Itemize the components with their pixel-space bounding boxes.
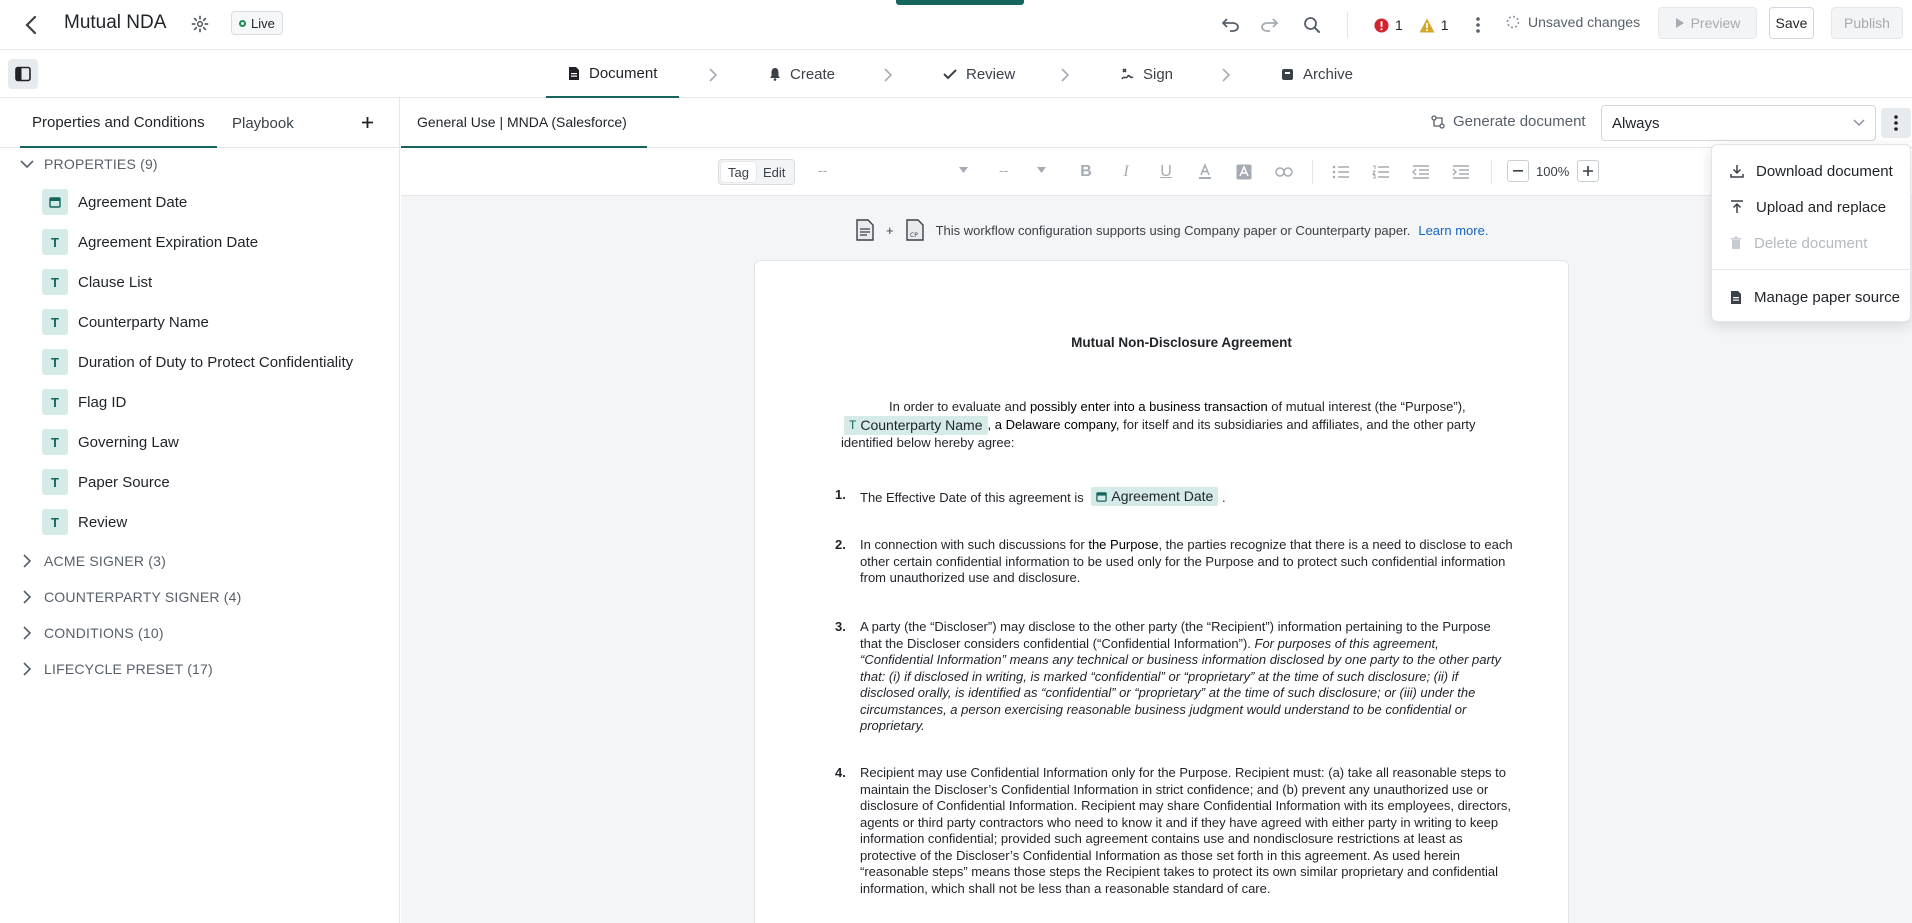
section-label: COUNTERPARTY SIGNER (4): [44, 589, 242, 605]
clause-text: The Effective Date of this agreement is: [860, 489, 1084, 505]
paper-note-text: This workflow configuration supports using Company paper or Counterparty paper.: [935, 222, 1411, 238]
chevron-right-icon: [20, 626, 34, 640]
intro-text: for itself and its subsidiaries and affiliates, and the other party identified below hereby agree:: [841, 417, 1476, 450]
status-badge-label: Live: [251, 15, 275, 31]
chevron-down-icon: [1853, 119, 1865, 127]
preview-label: Preview: [1690, 15, 1741, 31]
document-menu-button[interactable]: [1881, 108, 1911, 138]
property-label: Agreement Date: [78, 193, 188, 211]
download-document-item[interactable]: [1712, 153, 1912, 189]
generate-icon: [1431, 115, 1445, 129]
underline-icon[interactable]: U: [1160, 163, 1172, 180]
font-dropdown[interactable]: [818, 162, 968, 178]
tab-archive[interactable]: [1281, 50, 1353, 98]
save-label: Save: [1775, 15, 1808, 31]
text-type-icon: T: [42, 269, 68, 295]
sidebar-icon: [15, 66, 31, 82]
property-review[interactable]: [42, 506, 127, 538]
document-title: Mutual Non-Disclosure Agreement: [1071, 335, 1292, 350]
tab-archive-label: Archive: [1303, 65, 1354, 83]
tab-review[interactable]: [943, 50, 1015, 98]
chevron-down-icon: [20, 159, 34, 169]
clause-text: .: [1221, 489, 1226, 505]
section-properties[interactable]: [20, 156, 158, 172]
clause-number: 4.: [835, 765, 846, 780]
italic-icon[interactable]: I: [1123, 163, 1129, 180]
save-button[interactable]: [1769, 7, 1814, 39]
upload-and-replace-item[interactable]: [1712, 189, 1912, 225]
property-label: Duration of Duty to Protect Confidentiality: [78, 353, 354, 371]
kebab-icon: [1894, 115, 1898, 131]
chevron-right-icon: [883, 68, 893, 82]
redo-button[interactable]: [1256, 12, 1282, 38]
clause-text-italic: For purposes of this agreement, “Confidential Information” means any technical or business information disclosed by one party to the other party that: (i) if disclosed in writing, is marked “confidential” or “proprietary” at the time of such disclosure; (ii) if disclosed orally, is identified as “confidential” or “proprietary” at the time of such disclosure; or (iii) under the circumstances, a person exercising reasonable business judgment would understand to be confidential or proprietary.: [860, 635, 1501, 733]
edit-mode-button[interactable]: Edit: [762, 164, 786, 180]
menu-item-label: Download document: [1756, 162, 1893, 180]
signature-icon: [1121, 67, 1134, 81]
property-agreement-date[interactable]: [42, 186, 187, 218]
calendar-icon: [1096, 491, 1107, 502]
upload-icon: [1730, 200, 1744, 214]
clause-text: In connection with such discussions for: [860, 537, 1089, 552]
error-count: 1: [1395, 17, 1403, 33]
counterparty-paper-icon: [906, 219, 924, 241]
search-icon: [1303, 16, 1321, 34]
file-icon: [1730, 290, 1742, 305]
tab-playbook[interactable]: [232, 98, 294, 148]
top-accent-bar: [896, 0, 1024, 5]
text-type-icon: T: [42, 309, 68, 335]
clause-number: 2.: [835, 537, 846, 552]
text-type-icon: T: [42, 509, 68, 535]
section-lifecycle-preset[interactable]: [20, 661, 213, 677]
generate-document-label: Generate document: [1453, 113, 1586, 130]
back-button[interactable]: [18, 12, 44, 38]
error-icon: [1374, 18, 1389, 33]
document-editor: [401, 98, 1912, 923]
zoom-out-button[interactable]: [1507, 160, 1529, 182]
clause-3: [835, 619, 1515, 735]
section-label: ACME SIGNER (3): [44, 553, 167, 569]
clause-number: 1.: [835, 487, 846, 502]
publish-label: Publish: [1844, 15, 1890, 31]
preview-button[interactable]: [1658, 7, 1757, 39]
gear-icon: [191, 15, 209, 33]
document-actions-menu: [1711, 144, 1911, 322]
property-flag-id[interactable]: [42, 386, 126, 418]
tag-label: Agreement Date: [1111, 488, 1214, 504]
calendar-icon: [42, 189, 68, 215]
more-options-button[interactable]: [1465, 12, 1491, 38]
issues-indicator[interactable]: [1374, 12, 1449, 38]
document-icon: [568, 66, 580, 81]
property-counterparty-name[interactable]: [42, 306, 209, 338]
section-conditions[interactable]: [20, 625, 164, 641]
paper-source-note: [856, 219, 1488, 241]
tab-playbook-label: Playbook: [232, 114, 294, 132]
menu-item-label: Upload and replace: [1756, 198, 1887, 216]
workflow-title: Mutual NDA: [64, 12, 167, 33]
toggle-sidebar-button[interactable]: [8, 59, 38, 89]
text-color-icon[interactable]: [1194, 162, 1216, 182]
highlight-icon[interactable]: [1233, 162, 1255, 182]
menu-divider: [1712, 269, 1912, 270]
font-size-dropdown[interactable]: [999, 162, 1046, 178]
clause-4: [835, 765, 1515, 897]
status-badge: [231, 11, 283, 35]
chevron-right-icon: [20, 554, 34, 568]
download-icon: [1730, 164, 1744, 178]
zoom-level: 100%: [1536, 164, 1570, 179]
settings-button[interactable]: [188, 12, 212, 36]
toolbar-separator: [1312, 160, 1313, 184]
outdent-icon[interactable]: [1410, 162, 1432, 182]
chevron-right-icon: [20, 662, 34, 676]
toolbar-separator: [1491, 160, 1492, 184]
counterparty-name-tag[interactable]: [844, 416, 988, 435]
workflow-stepper: [0, 50, 1912, 98]
archive-icon: [1281, 68, 1294, 81]
clause-number: 3.: [835, 619, 846, 634]
intro-text: , a Delaware company,: [987, 417, 1120, 432]
mode-toggle: [718, 159, 795, 185]
check-icon: [943, 68, 957, 80]
tab-sign-label: Sign: [1143, 65, 1174, 83]
kebab-icon: [1476, 17, 1480, 33]
clause-1: [835, 487, 1515, 506]
warning-icon: [1419, 18, 1435, 33]
unsaved-label: Unsaved changes: [1528, 14, 1641, 30]
zoom-in-button[interactable]: [1577, 160, 1599, 182]
section-label: CONDITIONS (10): [44, 625, 164, 641]
condition-select-value: Always: [1612, 114, 1660, 132]
tab-properties-label: Properties and Conditions: [32, 113, 205, 131]
search-button[interactable]: [1299, 12, 1325, 38]
toolbar-divider: [1347, 12, 1348, 38]
tab-create[interactable]: [769, 50, 835, 98]
section-counterparty-signer[interactable]: [20, 589, 242, 605]
spinner-icon: [1506, 15, 1520, 29]
indent-icon[interactable]: [1450, 162, 1472, 182]
manage-paper-source-item[interactable]: [1712, 279, 1912, 315]
property-agreement-expiration-date[interactable]: [42, 226, 258, 258]
section-acme-signer[interactable]: [20, 553, 166, 569]
generate-document-button[interactable]: [1431, 113, 1586, 130]
tab-document[interactable]: [546, 50, 679, 98]
intro-text-emphasis: possibly enter into a business transaction: [1029, 399, 1268, 414]
live-dot-icon: [239, 20, 246, 27]
text-type-icon: T: [42, 429, 68, 455]
svg-text:CP: CP: [909, 232, 918, 239]
chevron-right-icon: [20, 590, 34, 604]
text-type-icon: T: [42, 229, 68, 255]
tag-label: Counterparty Name: [860, 417, 983, 433]
plus-icon: [361, 116, 374, 129]
menu-item-label: Delete document: [1754, 234, 1868, 252]
intro-paragraph-cont: [841, 416, 1511, 451]
play-icon: [1675, 17, 1685, 29]
plus-separator: +: [886, 222, 894, 238]
text-type-icon: T: [849, 418, 857, 432]
property-duration-of-duty[interactable]: [42, 346, 353, 378]
clause-text-emphasis: the Purpose: [1088, 537, 1159, 552]
section-label: LIFECYCLE PRESET (17): [44, 661, 213, 677]
text-type-icon: T: [42, 389, 68, 415]
section-properties-label: PROPERTIES (9): [44, 156, 158, 172]
panel-tabs: [0, 98, 400, 148]
property-governing-law[interactable]: [42, 426, 179, 458]
chevron-left-icon: [23, 15, 39, 35]
tab-create-label: Create: [790, 65, 836, 83]
undo-icon: [1222, 18, 1240, 32]
top-bar: [0, 0, 1912, 50]
document-tab-label: General Use | MNDA (Salesforce): [417, 114, 627, 130]
chevron-right-icon: [1060, 68, 1070, 82]
caret-down-icon: [959, 167, 968, 173]
chevron-right-icon: [708, 68, 718, 82]
property-label: Counterparty Name: [78, 313, 209, 331]
property-clause-list[interactable]: [42, 266, 152, 298]
undo-button[interactable]: [1218, 12, 1244, 38]
intro-paragraph: [841, 399, 1511, 416]
clause-text: , the parties recognize that there is a need to disclose to each other certain confidential information to be used only for the Purpose and to protect such confidential information from unauthorized use and disclosure.: [860, 537, 1513, 585]
delete-document-item[interactable]: [1712, 225, 1912, 261]
add-property-button[interactable]: [356, 111, 378, 133]
property-label: Paper Source: [78, 473, 170, 491]
condition-select[interactable]: [1601, 105, 1876, 141]
numbered-list-icon[interactable]: [1370, 162, 1392, 182]
redo-icon: [1260, 18, 1278, 32]
document-tabs-bar: [401, 98, 1912, 148]
bold-icon[interactable]: B: [1080, 163, 1092, 180]
bulleted-list-icon[interactable]: [1330, 162, 1352, 182]
trash-icon: [1730, 236, 1742, 250]
properties-panel: [0, 98, 400, 923]
text-type-icon: T: [42, 349, 68, 375]
minus-icon: [1513, 170, 1523, 172]
unsaved-indicator: [1506, 14, 1640, 30]
chevron-right-icon: [1221, 68, 1231, 82]
property-label: Agreement Expiration Date: [78, 233, 259, 251]
property-paper-source[interactable]: [42, 466, 170, 498]
font-dropdown-value: --: [818, 162, 828, 178]
property-label: Review: [78, 513, 128, 531]
intro-text: of mutual interest (the “Purpose”),: [1267, 399, 1466, 414]
text-type-icon: T: [42, 469, 68, 495]
document-tab[interactable]: [401, 98, 647, 148]
property-label: Clause List: [78, 273, 153, 291]
tab-document-label: Document: [589, 64, 658, 82]
agreement-date-tag[interactable]: [1091, 487, 1218, 506]
menu-item-label: Manage paper source: [1754, 288, 1900, 306]
tag-mode-button[interactable]: Tag: [721, 162, 756, 182]
font-size-value: --: [999, 162, 1009, 178]
company-paper-icon: [856, 219, 874, 241]
tab-properties-and-conditions[interactable]: [20, 98, 217, 148]
publish-button[interactable]: [1831, 7, 1903, 39]
tab-review-label: Review: [966, 65, 1016, 83]
warning-count: 1: [1440, 17, 1449, 33]
clause-text: A party (the “Discloser”) may disclose to the other party (the “Recipient”) information pertaining to the Purpose that the Discloser considers confidential (“Confidential Information”).: [860, 619, 1491, 651]
document-page: [754, 260, 1569, 923]
bell-icon: [769, 67, 781, 81]
link-icon[interactable]: [1273, 162, 1295, 182]
intro-text: In order to evaluate and: [889, 399, 1030, 414]
property-label: Flag ID: [78, 393, 127, 411]
formatting-toolbar: [401, 148, 1912, 196]
clause-2: [835, 537, 1515, 587]
plus-icon: [1583, 166, 1593, 176]
property-label: Governing Law: [78, 433, 179, 451]
clause-text: Recipient may use Confidential Information only for the Purpose. Recipient must: (a) take all reasonable steps to maintain the Discloser’s Confidential Information in strict confidence; and (b) prevent any unauthorized use or disclosure of Confidential Information. Recipient may share Confidential Information with its employees, directors, agents or third party contractors who need to know it and if they have agreed with either party in writing to keep information confidential; provided such agreement contains use and nondisclosure restrictions at least as protective of the Discloser’s Confidential Information as those set forth in this agreement. As used herein “reasonable steps” means those steps the Recipient takes to protect its own similar proprietary and confidential information, which shall not be less than a reasonable standard of care.: [860, 765, 1512, 896]
caret-down-icon: [1037, 167, 1046, 173]
learn-more-link[interactable]: Learn more.: [1418, 222, 1489, 238]
tab-sign[interactable]: [1121, 50, 1173, 98]
